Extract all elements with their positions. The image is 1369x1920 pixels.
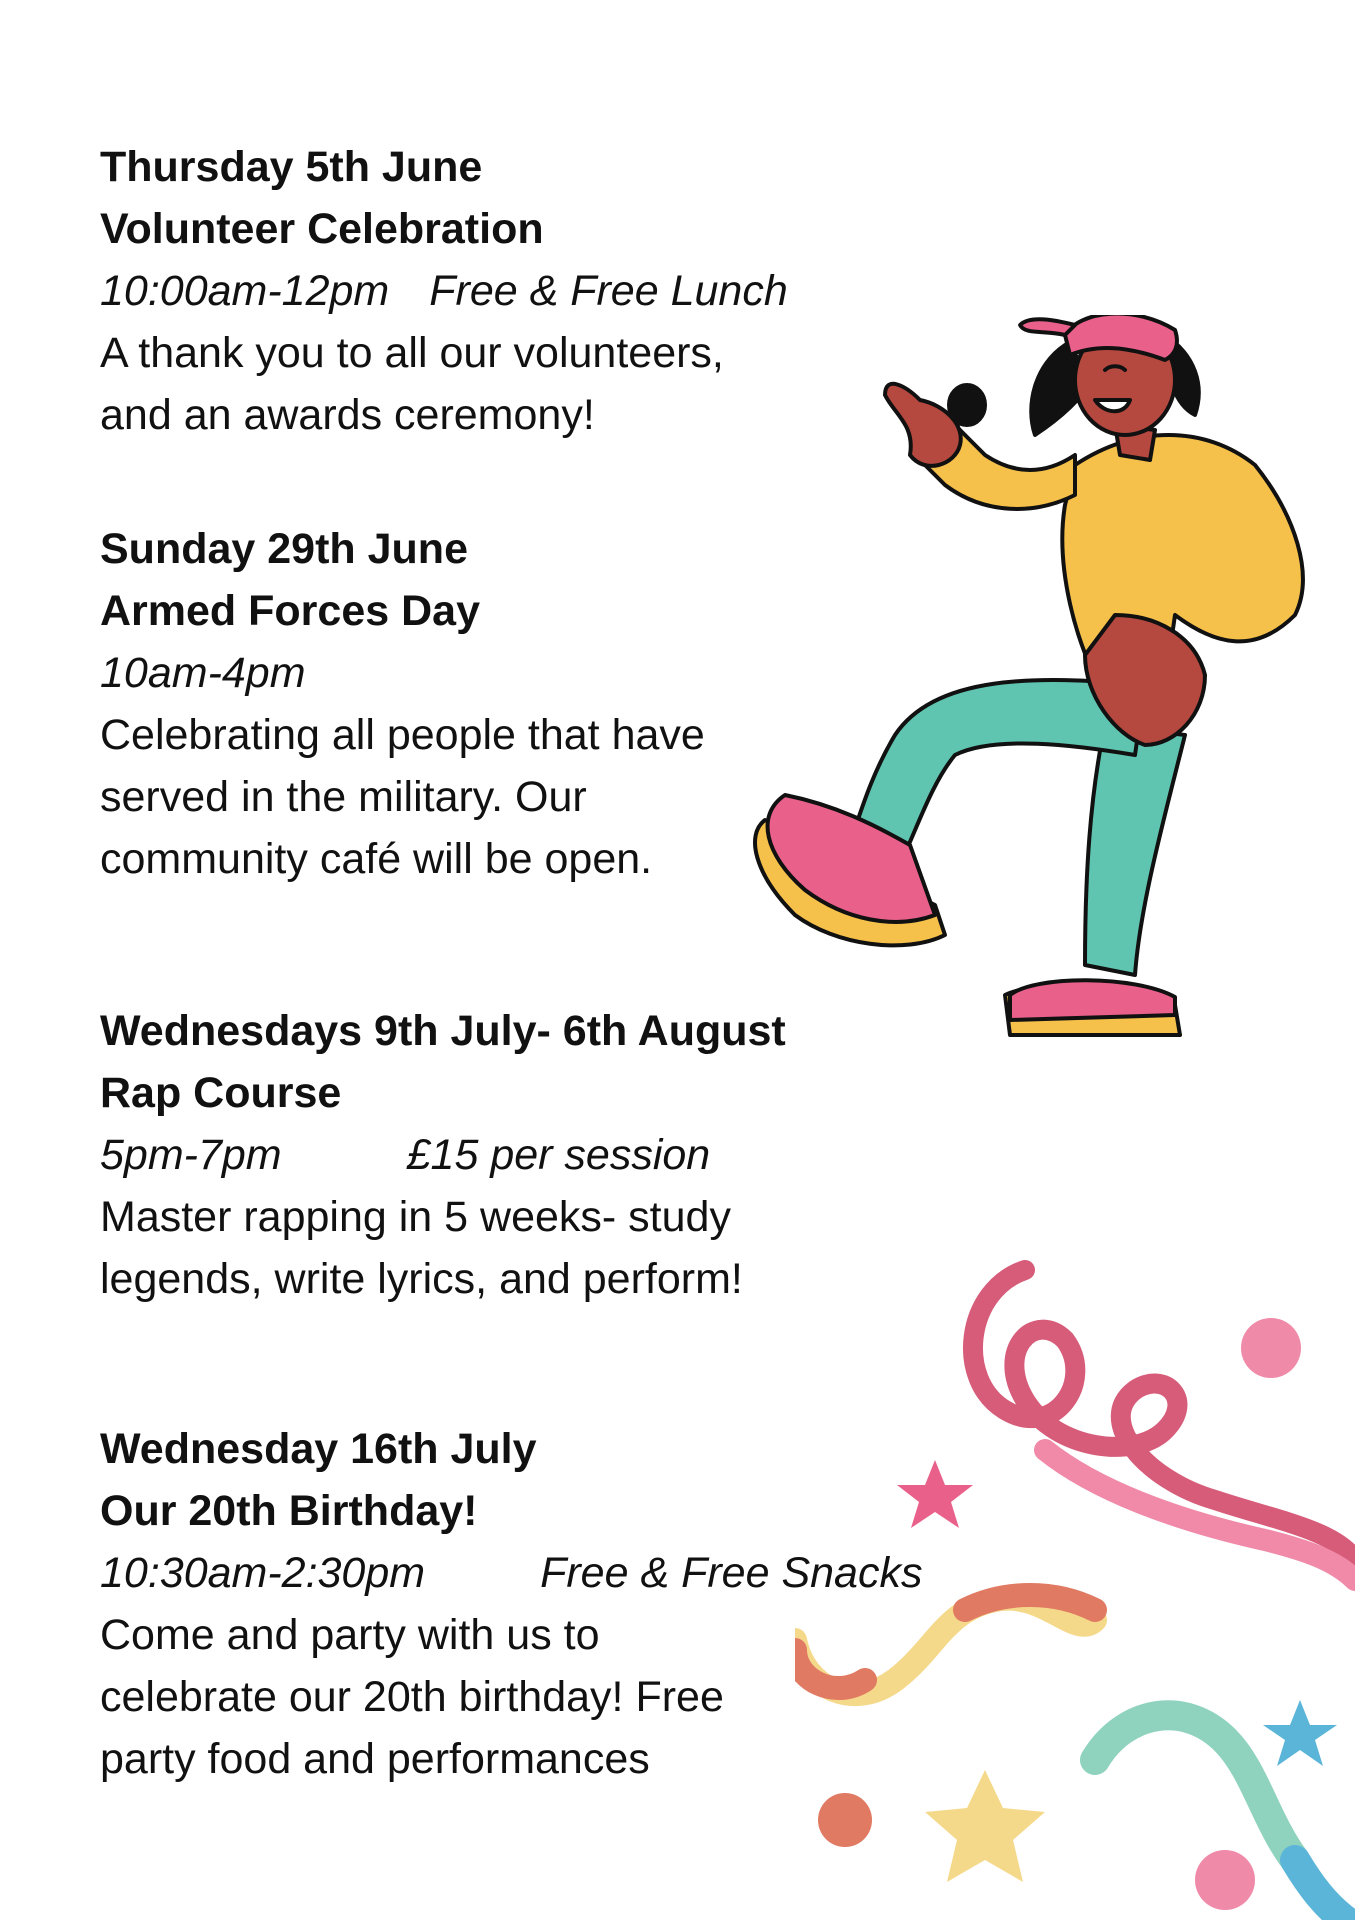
star-icon bbox=[897, 1460, 973, 1528]
event-title: Rap Course bbox=[100, 1069, 342, 1117]
event-description-line: Celebrating all people that have bbox=[100, 711, 705, 759]
confetti-dot bbox=[1241, 1318, 1301, 1378]
event-time: 10:00am-12pm bbox=[100, 267, 390, 315]
event-description-line: party food and performances bbox=[100, 1735, 650, 1783]
event-description-line: community café will be open. bbox=[100, 835, 653, 883]
event-description-line: Master rapping in 5 weeks- study bbox=[100, 1193, 731, 1241]
confetti-dot bbox=[1195, 1850, 1255, 1910]
event-price: Free & Free Snacks bbox=[540, 1549, 923, 1597]
event-price: Free & Free Lunch bbox=[429, 267, 788, 315]
event-date: Thursday 5th June bbox=[100, 143, 483, 191]
event-description-line: A thank you to all our volunteers, bbox=[100, 329, 724, 377]
star-icon bbox=[925, 1770, 1045, 1882]
event-title: Armed Forces Day bbox=[100, 587, 480, 635]
event-price: £15 per session bbox=[406, 1131, 711, 1179]
event-title: Volunteer Celebration bbox=[100, 205, 544, 253]
event-time: 5pm-7pm bbox=[100, 1131, 282, 1179]
event-time: 10:30am-2:30pm bbox=[100, 1549, 426, 1597]
confetti-illustration bbox=[795, 1260, 1355, 1920]
event-date: Sunday 29th June bbox=[100, 525, 468, 573]
event-description-line: and an awards ceremony! bbox=[100, 391, 595, 439]
event-description-line: served in the military. Our bbox=[100, 773, 587, 821]
event-description-line: legends, write lyrics, and perform! bbox=[100, 1255, 743, 1303]
event-time-price bbox=[100, 1124, 1000, 1186]
star-icon bbox=[1263, 1700, 1337, 1766]
event-date: Wednesday 16th July bbox=[100, 1425, 537, 1473]
rapper-illustration bbox=[735, 315, 1335, 1075]
event-title: Our 20th Birthday! bbox=[100, 1487, 478, 1535]
event-time: 10am-4pm bbox=[100, 649, 306, 697]
event-date: Wednesdays 9th July- 6th August bbox=[100, 1007, 786, 1055]
confetti-dot bbox=[818, 1793, 872, 1847]
event-description-line: celebrate our 20th birthday! Free bbox=[100, 1673, 724, 1721]
event-description-line: Come and party with us to bbox=[100, 1611, 600, 1659]
event-time-price bbox=[100, 260, 1000, 322]
